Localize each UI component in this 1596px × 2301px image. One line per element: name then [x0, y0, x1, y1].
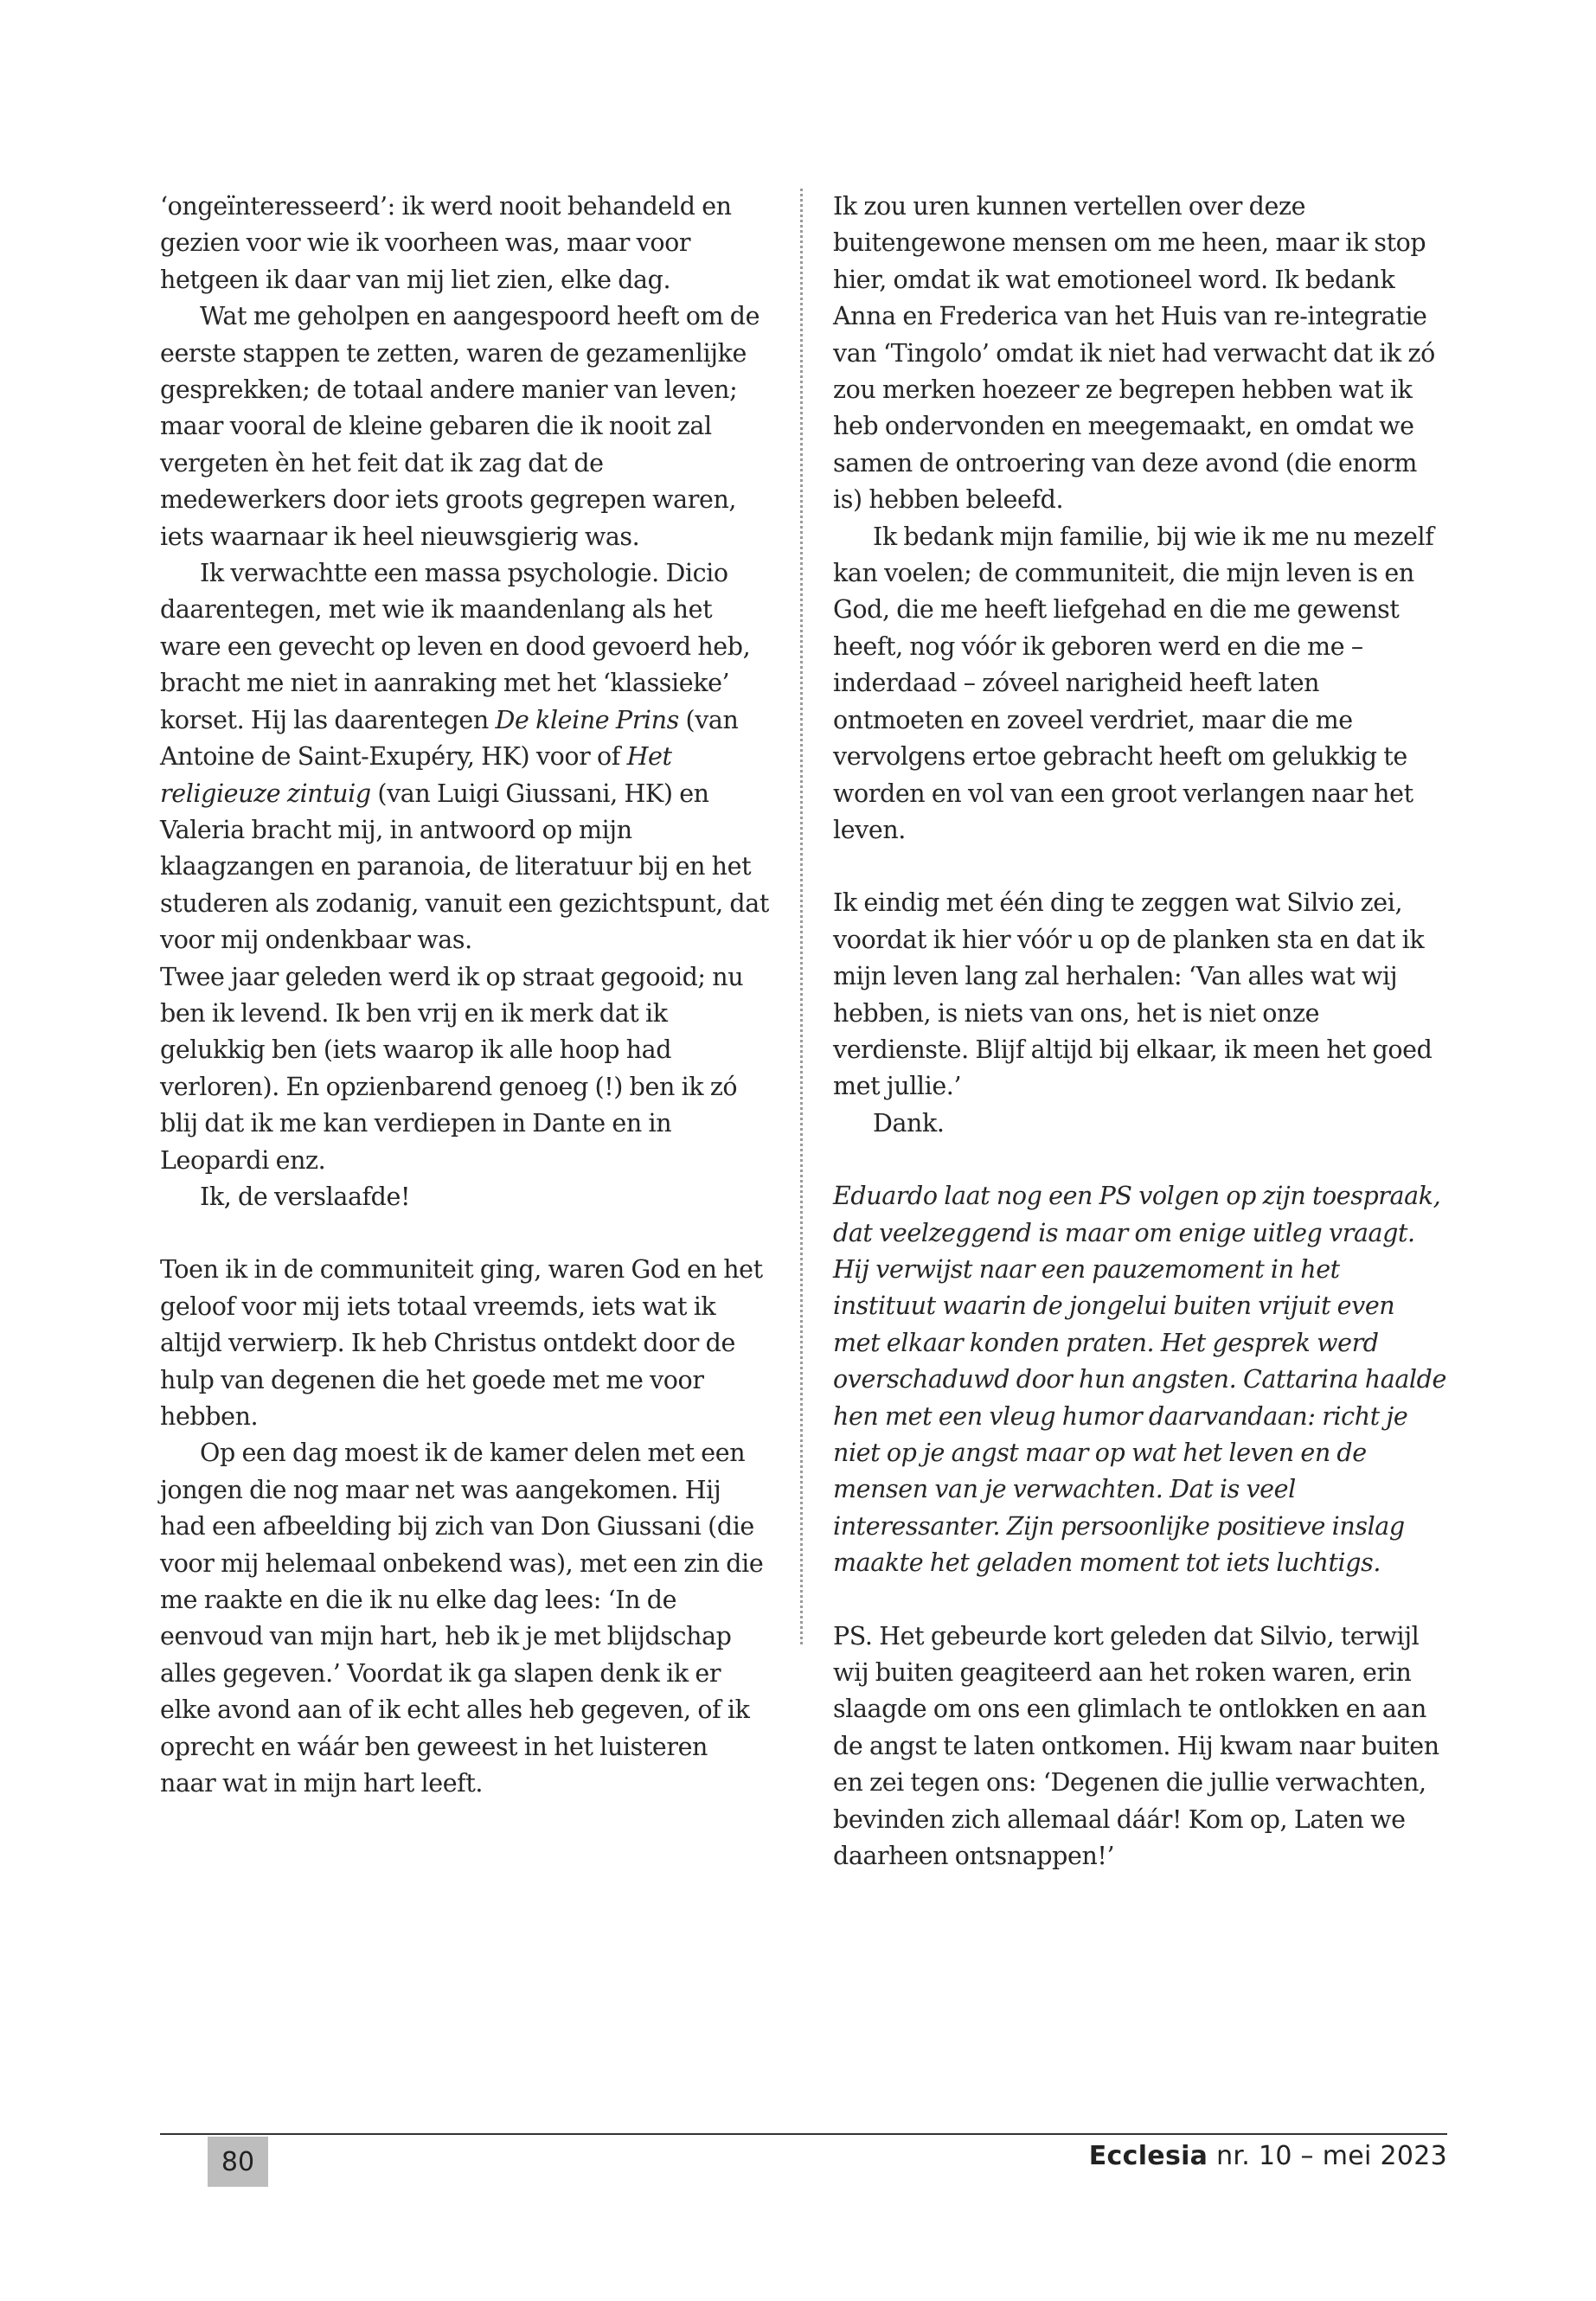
paragraph: Dank.	[873, 1108, 945, 1138]
page-number: 80	[208, 2137, 268, 2187]
paragraph: Twee jaar geleden werd ik op straat gegooid; nu ben ik levend. Ik ben vrij en ik merk dat ik gelukkig ben (iets waarop ik alle hoop had verloren). En opzienbarend genoeg (!) ben ik zó blij dat ik me kan verdiepen in Dante en in Leopardi enz.	[160, 962, 744, 1175]
footer-publication	[1089, 2141, 1447, 2171]
paragraph: Wat me geholpen en aangespoord heeft om de eerste stappen te zetten, waren de gezamenlijke gesprekken; de totaal andere manier van leven; maar vooral de kleine gebaren die ik nooit zal vergeten èn het feit dat ik zag dat de medewerkers door iets groots gegrepen waren, iets waarnaar ik heel nieuwsgierig was.	[160, 302, 760, 551]
paragraph: Ik eindig met één ding te zeggen wat Silvio zei, voordat ik hier vóór u op de planken sta en dat ik mijn leven lang zal herhalen: ‘Van alles wat wij hebben, is niets van ons, het is niet onze verdienste. Blijf altijd bij elkaar, ik meen het goed met jullie.’	[833, 888, 1433, 1101]
issue-info: nr. 10 – mei 2023	[1216, 2141, 1447, 2171]
paragraph: Ik bedank mijn familie, bij wie ik me nu mezelf kan voelen; de communiteit, die mijn leven is en God, die me heeft liefgehad en die me gewenst heeft, nog vóór ik geboren werd en die me – inderdaad – zóveel narigheid heeft laten ontmoeten en zoveel verdriet, maar die me vervolgens ertoe gebracht heeft om gelukkig te worden en vol van een groot verlangen naar het leven.	[833, 522, 1434, 844]
paragraph: Ik zou uren kunnen vertellen over deze buitengewone mensen om me heen, maar ik stop hier, omdat ik wat emotioneel word. Ik bedank Anna en Frederica van het Huis van re-integratie van ‘Tingolo’ omdat ik niet had verwacht dat ik zó zou merken hoezeer ze begrepen hebben wat ik heb ondervonden en meegemaakt, en omdat we samen de ontroering van deze avond (die enorm is) hebben beleefd.	[833, 192, 1435, 515]
editor-note: Eduardo laat nog een PS volgen op zijn toespraak, dat veelzeggend is maar om enige uitleg vraagt. Hij verwijst naar een pauzemoment in het instituut waarin de jongelui buiten vrijuit even met elkaar konden praten. Het gesprek werd overschaduwd door hun angsten. Cattarina haalde hen met een vleug humor daarvandaan: richt je niet op je angst maar op wat het leven en de mensen van je verwachten. Dat is veel interessanter. Zijn persoonlijke positieve inslag maakte het geladen moment tot iets luchtigs.	[833, 1182, 1446, 1578]
right-column	[833, 189, 1447, 1875]
column-divider	[800, 189, 803, 1644]
book-title: De kleine Prins	[495, 705, 679, 734]
paragraph: Toen ik in de communiteit ging, waren God en het geloof voor mij iets totaal vreemds, iets wat ik altijd verwierp. Ik heb Christus ontdekt door de hulp van degenen die het goede met me voor hebben.	[160, 1255, 763, 1431]
paragraph: ‘ongeïnteresseerd’: ik werd nooit behandeld en gezien voor wie ik voorheen was, maar voor hetgeen ik daar van mij liet zien, elke dag.	[160, 192, 732, 294]
paragraph: Ik, de verslaafde!	[200, 1182, 411, 1211]
footer-rule	[160, 2133, 1447, 2135]
book-title: Het religieuze zintuig	[160, 742, 672, 808]
paragraph: PS. Het gebeurde kort geleden dat Silvio, terwijl wij buiten geagiteerd aan het roken waren, erin slaagde om ons een glimlach te ontlokken en aan de angst te laten ontkomen. Hij kwam naar buiten en zei tegen ons: ‘Degenen die jullie verwachten, bevinden zich allemaal dáár! Kom op, Laten we daarheen ontsnappen!’	[833, 1621, 1439, 1871]
paragraph: Op een dag moest ik de kamer delen met een jongen die nog maar net was aangekomen. Hij had een afbeelding bij zich van Don Giussani (die voor mij helemaal onbekend was), met een zin die me raakte en die ik nu elke dag lees: ‘In de eenvoud van mijn hart, heb ik je met blijdschap alles gegeven.’ Voordat ik ga slapen denk ik er elke avond aan of ik echt alles heb gegeven, of ik oprecht en wáár ben geweest in het luisteren naar wat in mijn hart leeft.	[160, 1439, 764, 1798]
magazine-title: Ecclesia	[1088, 2141, 1208, 2171]
paragraph: Ik verwachtte een massa psychologie. Dicio daarentegen, met wie ik maandenlang als het ware een gevecht op leven en dood gevoerd heb, bracht me niet in aanraking met het ‘klassieke’ korset. Hij las daarentegen De kleine Prins (van Antoine de Saint-Exupéry, HK) voor of Het religieuze zintuig (van Luigi Giussani, HK) en Valeria bracht mij, in antwoord op mijn klaagzangen en paranoia, de literatuur bij en het studeren als zodanig, vanuit een gezichtspunt, dat voor mij ondenkbaar was.	[160, 559, 769, 955]
left-column	[160, 189, 770, 1802]
